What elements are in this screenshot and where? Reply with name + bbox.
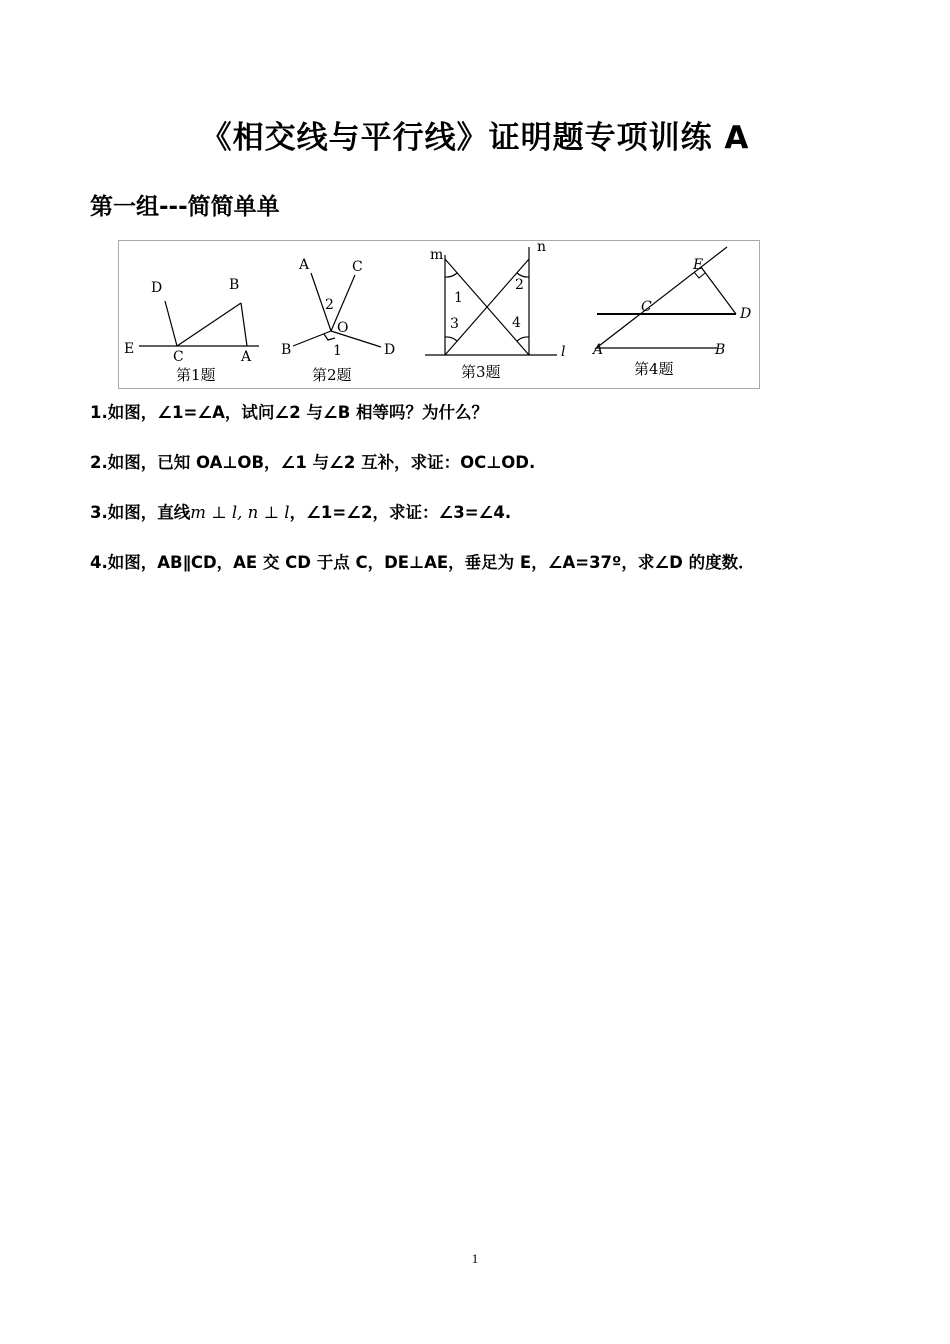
fig3-arc-1: [445, 273, 457, 277]
fig3-label-1: 1: [454, 290, 463, 306]
fig4-line-ed: [701, 267, 736, 314]
fig1-caption: 第1题: [176, 366, 216, 384]
fig1-line-ba: [241, 303, 247, 346]
figures-panel: [118, 240, 760, 389]
fig2-right-angle-mark: [324, 334, 335, 340]
fig4-line-ae: [595, 247, 727, 349]
fig3-label-3: 3: [450, 316, 459, 332]
question-3-math: m ⊥ l, n ⊥ l: [190, 503, 290, 522]
fig3-label-l: l: [561, 344, 566, 360]
fig2-label-2: 2: [325, 297, 334, 313]
fig2-caption: 第2题: [312, 366, 352, 384]
document-title: 《相交线与平行线》证明题专项训练 A: [200, 120, 750, 156]
fig4-label-d: D: [740, 306, 752, 322]
fig1-line-dc: [165, 301, 177, 346]
figures-svg: [119, 241, 759, 388]
fig1-label-e: E: [124, 341, 135, 357]
fig4-caption: 第4题: [634, 360, 674, 378]
question-4: 4.如图，AB∥CD，AE 交 CD 于点 C，DE⊥AE，垂足为 E，∠A=37º，求∠D 的度数．: [90, 553, 755, 572]
fig4-label-b: B: [715, 342, 726, 358]
fig2-label-a: A: [299, 257, 310, 273]
question-3-suffix: ，∠1=∠2，求证：∠3=∠4.: [289, 503, 512, 522]
fig4-label-c: C: [641, 299, 652, 315]
fig2-label-b: B: [281, 342, 292, 358]
fig3-label-2: 2: [515, 277, 524, 293]
fig1-label-d: D: [151, 280, 163, 296]
fig4-label-a: A: [593, 342, 604, 358]
fig2-ray-ob: [293, 331, 331, 346]
fig3-arc-4: [517, 337, 529, 341]
fig3-arc-3: [445, 337, 457, 341]
question-1: 1.如图，∠1=∠A，试问∠2 与∠B 相等吗？为什么？: [90, 403, 489, 422]
fig3-label-n: n: [537, 241, 547, 255]
fig3-label-4: 4: [512, 315, 521, 331]
figure-1: [139, 301, 259, 346]
fig1-label-b: B: [229, 277, 240, 293]
question-3-prefix: 3.如图，直线: [90, 503, 191, 522]
figure-4: [595, 247, 736, 349]
fig4-label-e: E: [693, 257, 704, 273]
fig1-label-c: C: [173, 349, 184, 365]
fig2-label-o: O: [337, 320, 349, 336]
question-2: 2.如图，已知 OA⊥OB，∠1 与∠2 互补，求证：OC⊥OD.: [90, 453, 536, 472]
fig2-label-c: C: [352, 259, 363, 275]
fig3-label-m: m: [430, 247, 444, 263]
figure-3: [425, 247, 557, 355]
fig2-label-1: 1: [333, 343, 342, 359]
fig3-caption: 第3题: [461, 363, 501, 381]
fig1-line-cb: [177, 303, 241, 346]
fig1-label-a: A: [241, 349, 252, 365]
page-number: 1: [471, 1251, 479, 1266]
question-3: [90, 499, 511, 523]
section-title: 第一组---简简单单: [90, 194, 280, 220]
fig2-label-d: D: [384, 342, 396, 358]
